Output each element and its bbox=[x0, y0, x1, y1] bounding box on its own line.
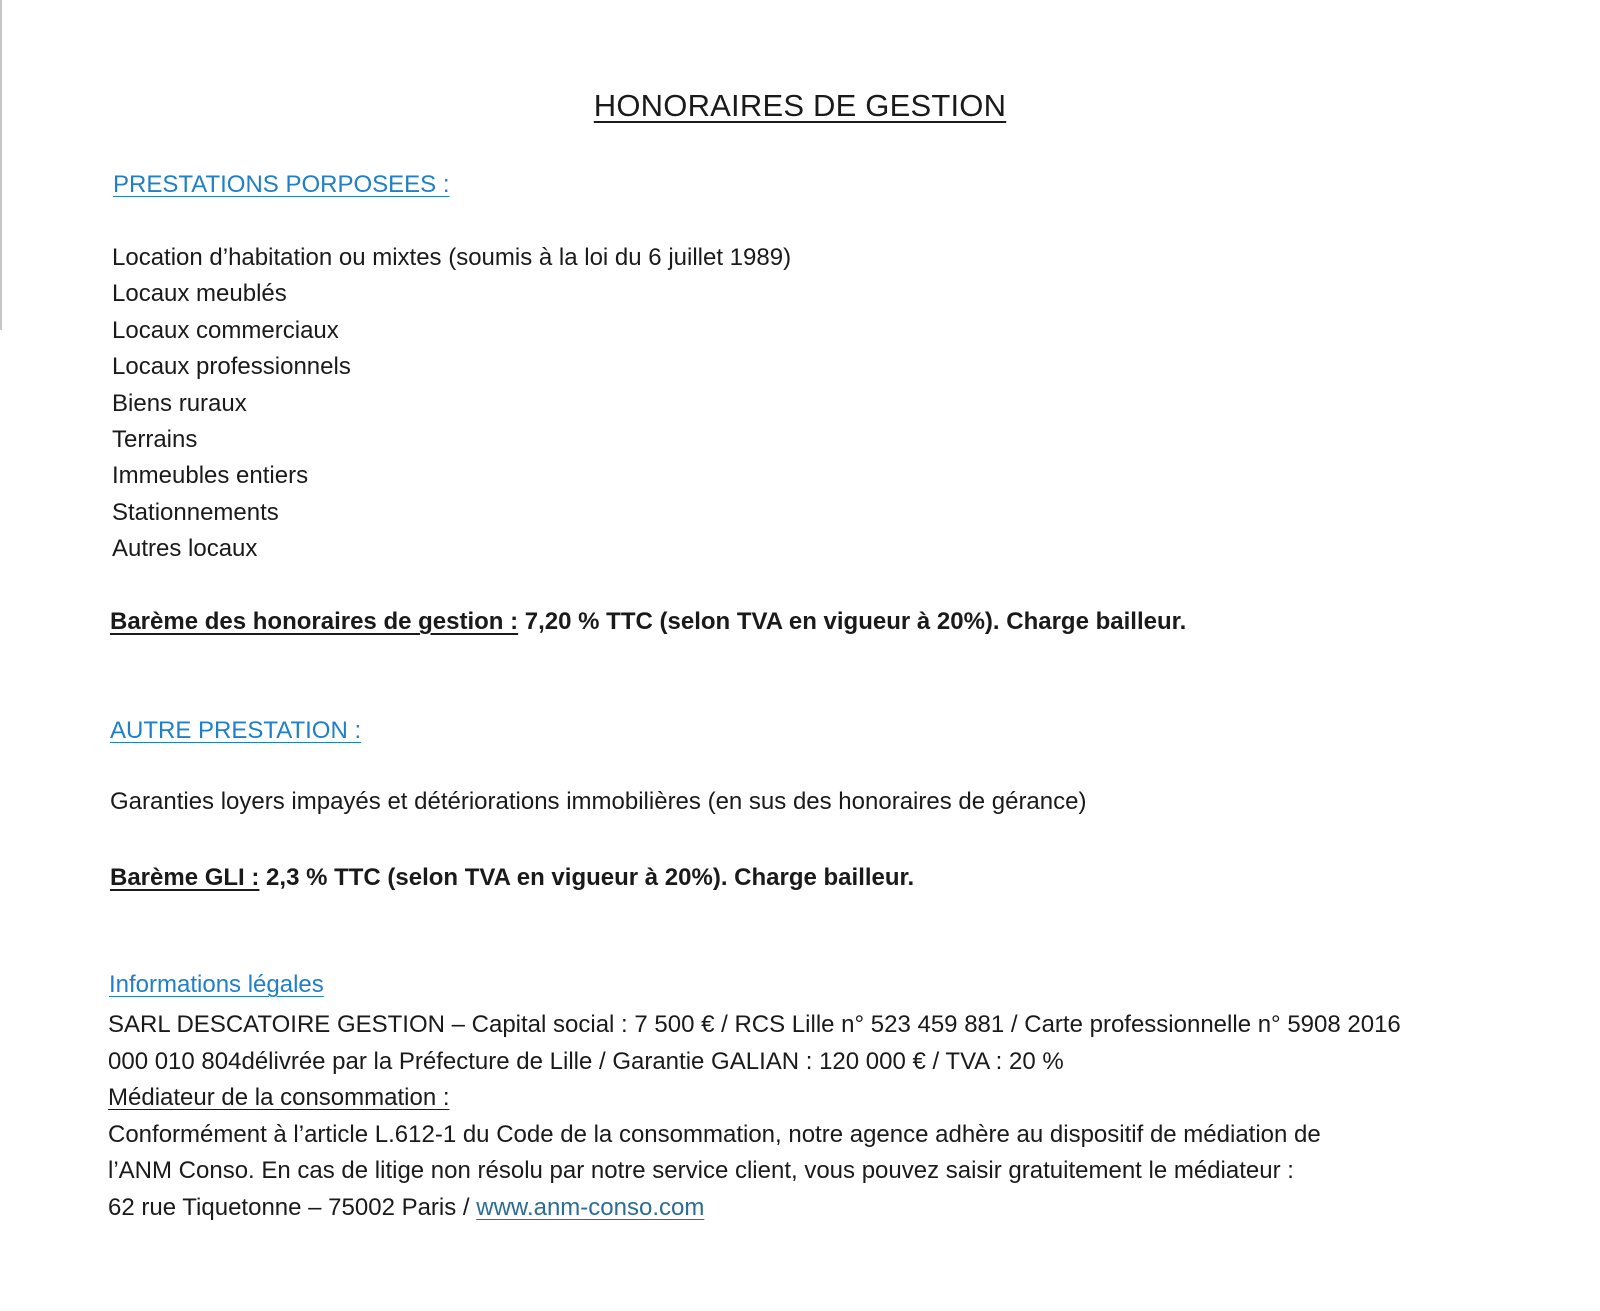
legal-information bbox=[108, 1007, 1528, 1227]
legal-heading: Informations légales bbox=[109, 971, 324, 998]
prestation-item: Immeubles entiers bbox=[112, 462, 309, 490]
page-edge-line bbox=[0, 0, 2, 330]
prestations-list bbox=[112, 240, 791, 568]
prestation-item: Locaux commerciaux bbox=[112, 316, 339, 344]
mediator-label: Médiateur de la consommation : bbox=[108, 1084, 450, 1112]
gli-rate-label: Barème GLI : bbox=[110, 864, 260, 891]
document-title bbox=[0, 86, 1600, 126]
mediator-website-link[interactable]: www.anm-conso.com bbox=[476, 1193, 705, 1221]
gli-rate bbox=[110, 862, 914, 894]
prestation-item: Stationnements bbox=[112, 498, 279, 526]
prestation-item: Location d’habitation ou mixtes (soumis à la loi du 6 juillet 1989) bbox=[112, 244, 792, 271]
management-fee-label: Barème des honoraires de gestion : bbox=[110, 608, 519, 635]
gli-description: Garanties loyers impayés et détériorations immobilières (en sus des honoraires de gérance) bbox=[110, 788, 1087, 815]
mediator-text-line-2: l’ANM Conso. En cas de litige non résolu par notre service client, vous pouvez saisir gratuitement le médiateur : bbox=[108, 1157, 1294, 1185]
document-title-text: HONORAIRES DE GESTION bbox=[593, 88, 1007, 123]
prestation-item: Locaux meublés bbox=[112, 280, 287, 308]
mediator-label-line bbox=[108, 1080, 1528, 1117]
prestation-item: Autres locaux bbox=[112, 535, 258, 563]
company-info-line-1: SARL DESCATOIRE GESTION – Capital social : 7 500 € / RCS Lille n° 523 459 881 / Carte professionnelle n° 5908 2016 bbox=[108, 1011, 1401, 1038]
prestation-item: Locaux professionnels bbox=[112, 353, 351, 381]
autre-prestation-heading: AUTRE PRESTATION : bbox=[110, 717, 362, 744]
prestations-heading: PRESTATIONS PORPOSEES : bbox=[113, 171, 450, 198]
prestation-item: Biens ruraux bbox=[112, 389, 247, 417]
management-fee-rate bbox=[110, 606, 1186, 638]
mediator-address: 62 rue Tiquetonne – 75002 Paris / bbox=[108, 1193, 477, 1221]
mediator-text-line-1: Conformément à l’article L.612-1 du Code de la consommation, notre agence adhère au dispositif de médiation de bbox=[108, 1120, 1321, 1148]
prestation-item: Terrains bbox=[112, 426, 198, 454]
management-fee-value: 7,20 % TTC (selon TVA en vigueur à 20%). Charge bailleur. bbox=[518, 608, 1187, 635]
gli-rate-value: 2,3 % TTC (selon TVA en vigueur à 20%). Charge bailleur. bbox=[259, 864, 915, 891]
mediator-address-line bbox=[108, 1190, 1528, 1227]
company-info-line-2: 000 010 804délivrée par la Préfecture de Lille / Garantie GALIAN : 120 000 € / TVA : 20 % bbox=[108, 1047, 1064, 1075]
